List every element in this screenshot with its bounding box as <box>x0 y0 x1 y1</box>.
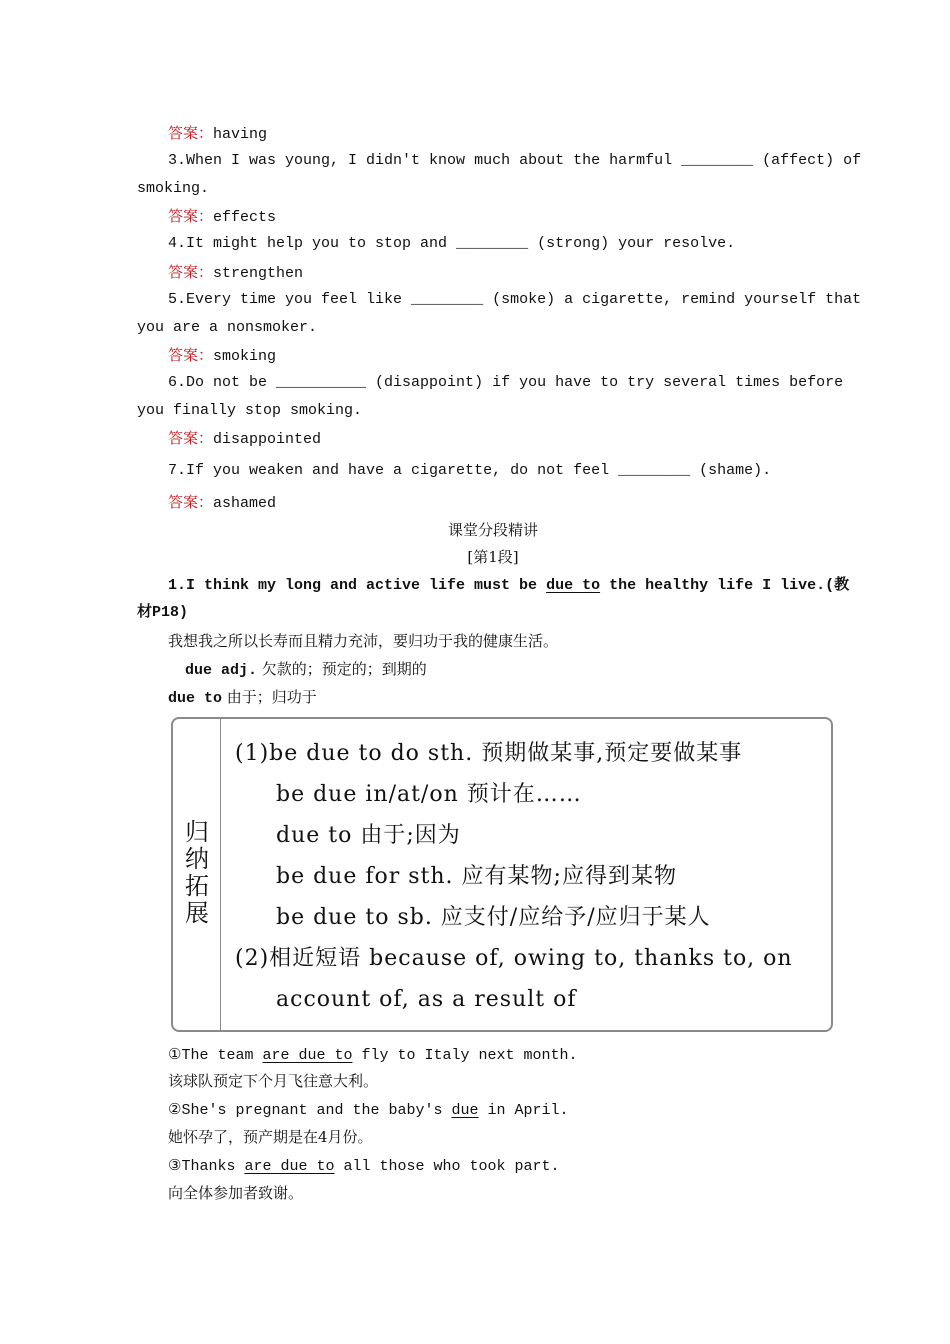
question-text: It might help you to stop and ________ (strong) your resolve. <box>186 235 736 252</box>
example-post: fly to Italy next month. <box>352 1047 578 1064</box>
example-pre: The team <box>181 1047 263 1064</box>
box-line: be due for sth. 应有某物;应得到某物 <box>276 864 677 889</box>
question-text: If you weaken and have a cigarette, do not feel ________ (shame). <box>186 462 772 479</box>
question-text: When I was young, I didn't know much about the harmful ________ (affect) of <box>186 152 862 169</box>
answer-text: ashamed <box>213 495 277 512</box>
answer-row <box>168 262 303 284</box>
example-post: in April. <box>478 1102 569 1119</box>
side-char: 归 <box>185 818 209 846</box>
example-marker: ③ <box>168 1156 182 1174</box>
question-number: 7. <box>168 462 187 479</box>
example-pre: She's pregnant and the baby's <box>181 1102 452 1119</box>
side-char: 展 <box>185 899 209 927</box>
side-char: 拓 <box>185 872 209 900</box>
answer-text: disappointed <box>213 431 322 448</box>
definition-due-to <box>168 687 317 709</box>
box-line: due to 由于;因为 <box>276 823 461 848</box>
box-line: account of, as a result of <box>276 987 577 1012</box>
answer-row <box>168 428 321 450</box>
answer-row <box>168 123 267 145</box>
answer-label: 答案： <box>168 346 214 364</box>
key-sentence-line1 <box>168 576 849 596</box>
example-sentence <box>168 1155 560 1177</box>
example-marker: ① <box>168 1045 182 1063</box>
example-sentence <box>168 1099 569 1121</box>
question-5-line2: you are a nonsmoker. <box>137 319 318 336</box>
answer-label: 答案： <box>168 263 214 281</box>
example-marker: ② <box>168 1100 182 1118</box>
example-translation: 该球队预定下个月飞往意大利。 <box>168 1072 379 1090</box>
question-text: Do not be __________ (disappoint) if you have to try several times before <box>186 374 844 391</box>
definition-word: due to <box>168 690 223 707</box>
question-4-line1 <box>168 234 735 254</box>
box-line: be due in/at/on 预计在…… <box>276 782 582 807</box>
answer-label: 答案： <box>168 207 214 225</box>
section-subtitle: [第1段] <box>467 548 519 566</box>
key-phrase: due to <box>546 577 601 594</box>
question-number: 4. <box>168 235 187 252</box>
box-line: be due to sb. 应支付/应给予/应归于某人 <box>276 905 711 930</box>
question-number: 6. <box>168 374 187 391</box>
answer-row <box>168 492 276 514</box>
question-6-line2: you finally stop smoking. <box>137 402 363 419</box>
example-post: all those who took part. <box>334 1158 560 1175</box>
key-sentence-line2: 材P18) <box>137 604 189 621</box>
question-3-line1 <box>168 151 861 171</box>
key-sentence-translation: 我想我之所以长寿而且精力充沛，要归功于我的健康生活。 <box>168 632 559 650</box>
answer-label: 答案： <box>168 124 214 142</box>
answer-label: 答案： <box>168 493 214 511</box>
key-sentence-post: the healthy life I live.(教 <box>600 577 850 594</box>
question-7-line1 <box>168 461 771 481</box>
box-side-label <box>177 819 217 927</box>
example-key-phrase: are due to <box>262 1047 353 1064</box>
example-pre: Thanks <box>181 1158 245 1175</box>
box-divider <box>220 719 221 1030</box>
answer-text: strengthen <box>213 265 304 282</box>
answer-text: smoking <box>213 348 277 365</box>
section-title: 课堂分段精讲 <box>447 521 538 539</box>
example-key-phrase: are due to <box>244 1158 335 1175</box>
question-6-line1 <box>168 373 843 393</box>
answer-row <box>168 206 276 228</box>
example-translation: 她怀孕了，预产期是在4月份。 <box>168 1128 373 1146</box>
answer-text: effects <box>213 209 277 226</box>
definition-meaning: 欠款的；预定的；到期的 <box>257 660 427 678</box>
definition-due <box>185 659 427 681</box>
definition-word: due adj. <box>185 662 258 679</box>
key-sentence-pre: 1.I think my long and active life must be <box>168 577 547 594</box>
question-text: Every time you feel like ________ (smoke) a cigarette, remind yourself that <box>186 291 862 308</box>
box-line: (1)be due to do sth. 预期做某事,预定要做某事 <box>235 741 743 766</box>
question-3-line2: smoking. <box>137 180 210 197</box>
answer-row <box>168 345 276 367</box>
question-number: 3. <box>168 152 187 169</box>
summary-box <box>171 717 833 1032</box>
side-char: 纳 <box>185 845 209 873</box>
question-5-line1 <box>168 290 861 310</box>
box-line: (2)相近短语 because of, owing to, thanks to, on <box>235 946 793 971</box>
definition-meaning: 由于；归功于 <box>222 688 317 706</box>
example-sentence <box>168 1044 578 1066</box>
answer-text: having <box>213 126 268 143</box>
answer-label: 答案： <box>168 429 214 447</box>
example-translation: 向全体参加者致谢。 <box>168 1184 304 1202</box>
question-number: 5. <box>168 291 187 308</box>
example-key-phrase: due <box>451 1102 479 1119</box>
